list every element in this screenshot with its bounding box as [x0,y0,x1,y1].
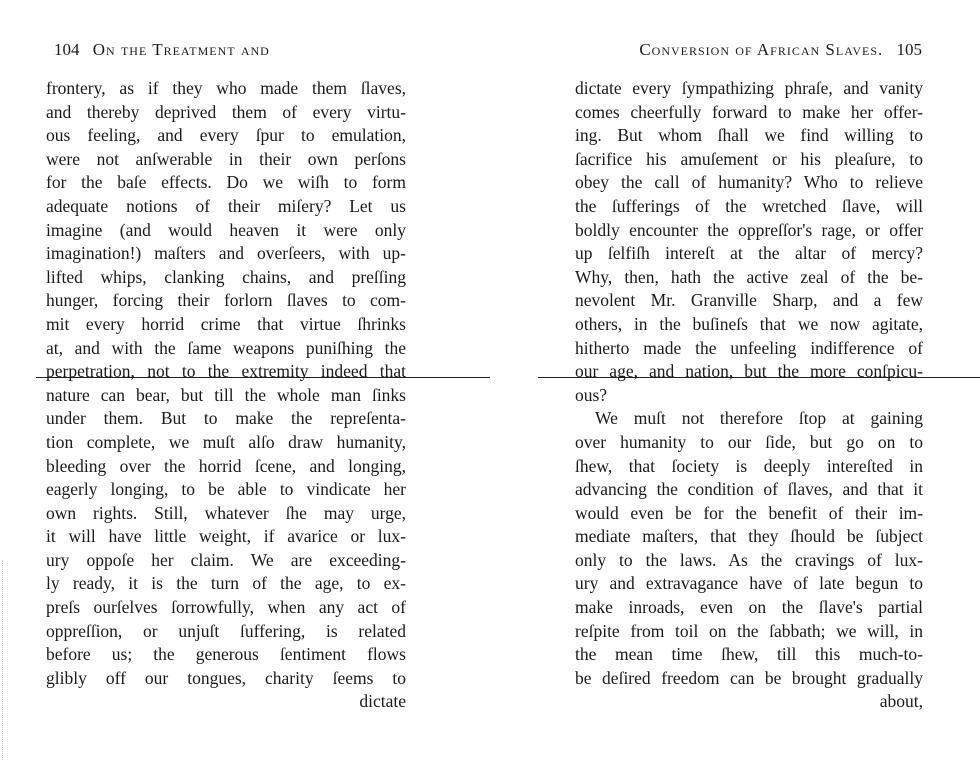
text-line: comes cheerfully forward to make her offer- [575,101,923,122]
text-line: ury oppoſe her claim. We are exceeding- [46,549,406,570]
text-line: under them. But to make the repreſenta- [46,408,406,429]
text-line: mediate maſters, that they ſhould be ſubject [575,526,923,547]
text-line: eagerly longing, to be able to vindicate her [46,479,406,500]
text-line: glibly off our tongues, charity ſeems to [46,667,406,688]
margin-speckles [2,560,17,760]
right-text-block [575,77,923,714]
text-line: over humanity to our ſide, but go on to [575,431,923,452]
text-line: only to the laws. As the cravings of lux- [575,549,923,570]
text-line: and thereby deprived them of every virtu- [46,101,406,122]
text-line: ſhew, that ſociety is deeply intereſted in [575,455,923,476]
text-line: the mean time ſhew, till this much-to- [575,644,923,665]
text-line: preſs ourſelves ſorrowfully, when any act of [46,597,406,618]
text-line: obey the call of humanity? Who to relieve [575,172,923,193]
text-line: imagine (and would heaven it were only [46,219,406,240]
text-line: reſpite from toil on the ſabbath; we will, in [575,620,923,641]
text-line: would even be for the benefit of their im- [575,502,923,523]
text-line: ury and extravagance have of late begun to [575,573,923,594]
text-line: mit every horrid crime that virtue ſhrinks [46,313,406,334]
text-line: oppreſſion, or unjuſt ſuffering, is related [46,620,406,641]
text-line: ous? [575,384,608,405]
text-line: were not anſwerable in their own perſons [46,148,406,169]
text-line: frontery, as if they who made them ſlaves, [46,78,406,98]
text-line: bleeding over the horrid ſcene, and longing, [46,455,406,476]
right-running-head-text: Conversion of African Slaves. [639,40,884,59]
left-running-head [46,40,270,60]
text-line: perpetration, not to the extremity indeed that [46,361,406,382]
text-line: nature can bear, but till the whole man ſinks [46,384,406,405]
text-line: up ſelfiſh intereſt at the altar of mercy? [575,243,923,264]
text-line: dictate every ſympathizing phraſe, and vanity [575,78,923,98]
right-page [490,0,980,774]
text-line: ing. But whom ſhall we find willing to [575,125,923,146]
catchword: dictate [359,691,406,712]
text-line: adequate notions of their miſery? Let us [46,195,406,216]
text-line: at, and with the ſame weapons puniſhing the [46,337,406,358]
text-line: our age, and nation, but the more conſpicu- [575,361,923,382]
text-line: hunger, forcing their forlorn ſlaves to com- [46,290,406,311]
text-line: boldly encounter the oppreſſor's rage, or offer [575,219,923,240]
text-line: make inroads, even on the ſlave's partial [575,597,923,618]
text-line: the ſufferings of the wretched ſlave, will [575,195,923,216]
text-line: for the baſe effects. Do we wiſh to form [46,172,406,193]
right-running-head [639,40,930,60]
left-text-block [46,77,406,714]
text-line: ſacrifice his amuſement or his pleaſure, to [575,148,923,169]
text-line: We muſt not therefore ſtop at gaining [595,408,923,429]
text-line: ous feeling, and every ſpur to emulation, [46,125,406,146]
text-line: be deſired freedom can be brought gradually [575,667,923,688]
left-page-number: 104 [54,40,80,59]
text-line: tion complete, we muſt alſo draw humanity, [46,431,406,452]
left-running-head-text: On the Treatment and [92,40,270,59]
text-line: it will have little weight, if avarice or lux- [46,526,406,547]
text-line: advancing the condition of ſlaves, and that it [575,479,923,500]
catchword: about, [879,691,923,712]
text-line: imagination!) maſters and overſeers, with up- [46,243,406,264]
text-line: others, in the buſineſs that we now agitate, [575,313,923,334]
text-line: ly ready, it is the turn of the age, to ex- [46,573,406,594]
text-line: hitherto made the unfeeling indifference of [575,337,923,358]
text-line: nevolent Mr. Granville Sharp, and a few [575,290,923,311]
text-line: before us; the generous ſentiment flows [46,644,406,665]
text-line: Why, then, hath the active zeal of the be- [575,266,923,287]
text-line: own rights. Still, whatever ſhe may urge, [46,502,406,523]
right-page-number: 105 [896,40,922,59]
text-line: lifted whips, clanking chains, and preſſing [46,266,406,287]
